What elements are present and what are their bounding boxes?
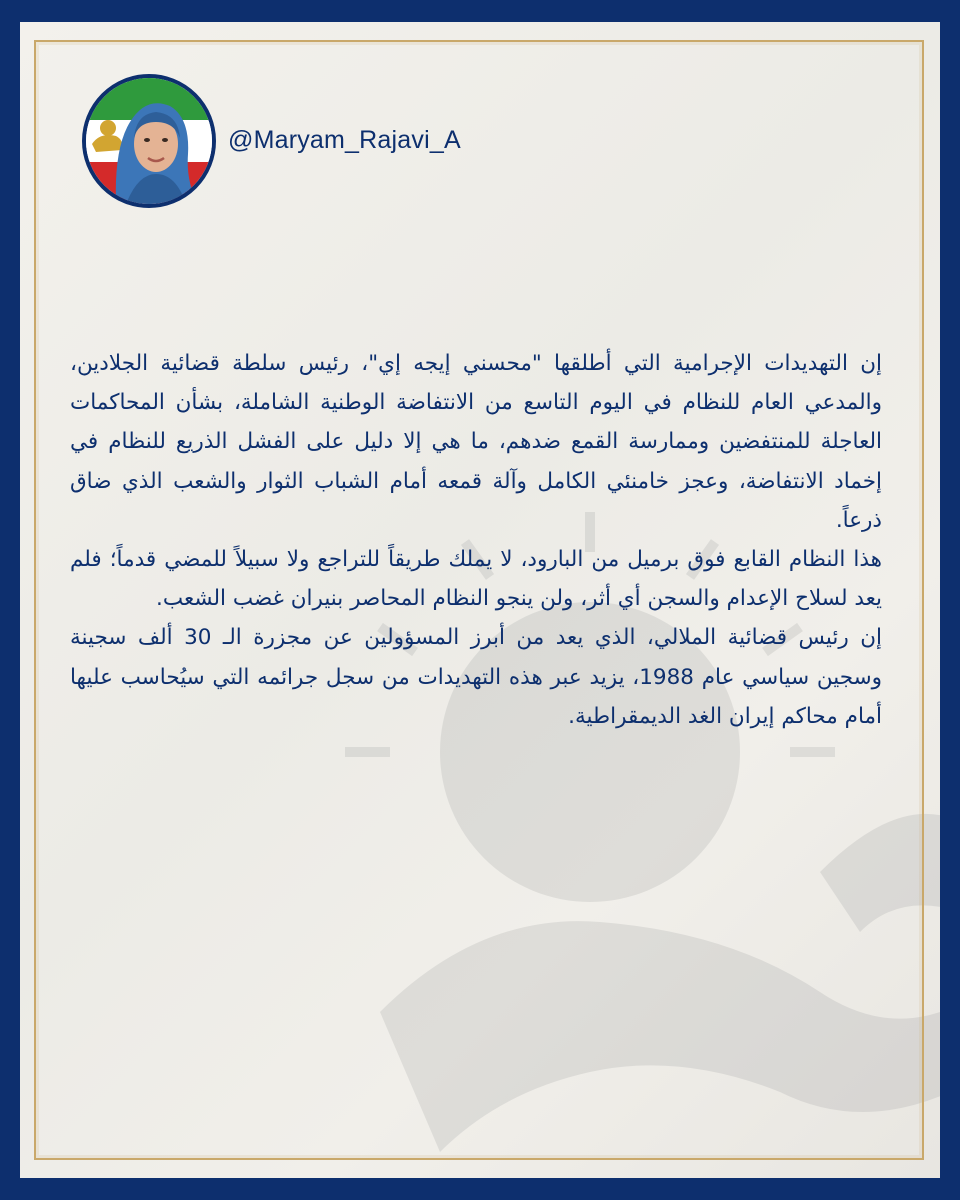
profile-portrait-icon [86,78,212,204]
twitter-handle: @Maryam_Rajavi_A [228,126,461,154]
statement-paragraph-2: هذا النظام القابع فوق برميل من البارود، لا يملك طريقاً للتراجع ولا سبيلاً للمضي قدماً؛ فلم يعد لسلاح الإعدام والسجن أي أثر، ولن ينجو النظام المحاصر بنيران غضب الشعب. [70,547,882,612]
statement-paragraph-3: إن رئيس قضائية الملالي، الذي يعد من أبرز المسؤولين عن مجزرة الـ 30 ألف سجينة وسجين سياسي عام 1988، يزيد عبر هذه التهديدات من سجل جرائمه التي سيُحاسب عليها أمام محاكم إيران الغد الديمقراطية. [70,625,883,729]
statement-card [20,22,940,1178]
statement-paragraph-1: إن التهديدات الإجرامية التي أطلقها "محسني إيجه إي"، رئيس سلطة قضائية الجلادين، والمدعي العام للنظام في اليوم التاسع من الانتفاضة الوطنية الشاملة، بشأن المحاكمات العاجلة للمنتفضين وممارسة القمع ضدهم، ما هي إلا دليل على الفشل الذريع للنظام في إخماد الانتفاضة، وعجز خامنئي الكامل وآلة قمعه أمام الشباب الثوار والشعب الذي ضاق ذرعاً. [70,351,882,533]
profile-avatar [82,74,216,208]
statement-body [70,344,882,736]
